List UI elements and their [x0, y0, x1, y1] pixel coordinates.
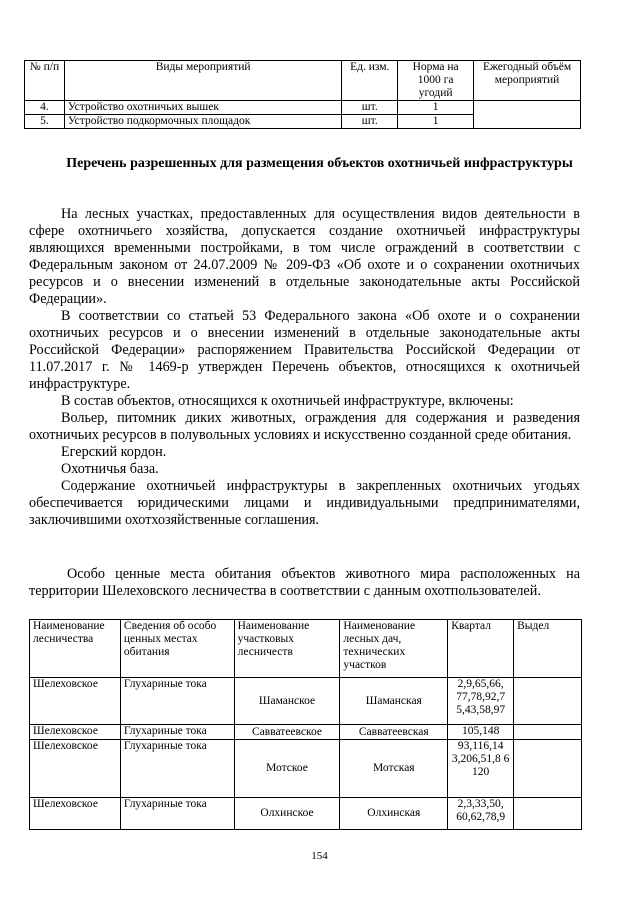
table-row — [25, 101, 581, 115]
paragraph: Вольер, питомник диких животных, ограждения для содержания и разведения охотничьих ресурсов в полувольных условиях и искусственно созданной среде обитания. — [29, 410, 580, 443]
header-quarter: Квартал — [448, 620, 514, 678]
cell-unit: шт. — [342, 115, 398, 129]
cell-dacha: Савватеевская — [340, 725, 448, 740]
cell-norm: 1 — [398, 101, 474, 115]
cell-vydel — [514, 725, 582, 740]
cell-forestry: Шелеховское — [30, 798, 121, 830]
cell-vydel — [514, 798, 582, 830]
cell-vydel — [514, 678, 582, 725]
header-vydel: Выдел — [514, 620, 582, 678]
section-heading: Перечень разрешенных для размещения объектов охотничьей инфраструктуры — [66, 156, 573, 171]
cell-habitat: Глухариные тока — [120, 798, 234, 830]
header-dacha: Наименование лесных дач, технических участков — [340, 620, 448, 678]
habitats-table — [29, 619, 582, 830]
cell-quarter: 2,9,65,66, 77,78,92,7 5,43,58,97 — [448, 678, 514, 725]
cell-district: Олхинское — [234, 798, 340, 830]
header-district: Наименование участковых лесничеств — [234, 620, 340, 678]
header-annual: Ежегодный объём мероприятий — [474, 61, 581, 101]
cell-dacha: Шаманская — [340, 678, 448, 725]
cell-habitat: Глухариные тока — [120, 678, 234, 725]
paragraph: Содержание охотничьей инфраструктуры в закрепленных охотничьих угодьях обеспечивается юридическими лицами и индивидуальными предпринимателями, заключившими охотхозяйственные соглашения. — [29, 478, 580, 528]
paragraph: Егерский кордон. — [61, 444, 167, 460]
cell-district: Савватеевское — [234, 725, 340, 740]
paragraph: В состав объектов, относящихся к охотничьей инфраструктуре, включены: — [61, 393, 514, 409]
table-row — [30, 725, 582, 740]
cell-norm: 1 — [398, 115, 474, 129]
cell-unit: шт. — [342, 101, 398, 115]
cell-dacha: Мотская — [340, 740, 448, 798]
cell-habitat: Глухариные тока — [120, 725, 234, 740]
header-forestry: Наименование лесничества — [30, 620, 121, 678]
cell-quarter: 105,148 — [448, 725, 514, 740]
paragraph: На лесных участках, предоставленных для осуществления видов деятельности в сфере охотничьего хозяйства, допускается создание охотничьей инфраструктуры являющихся временными постройками, в том числе ограждений в соответствии с Федеральным законом от 24.07.2009 № 209-ФЗ «Об охоте и о сохранении охотничьих ресурсов и о внесении изменений в отдельные законодательные акты Российской Федерации». — [29, 206, 580, 307]
cell-quarter: 2,3,33,50, 60,62,78,9 — [448, 798, 514, 830]
header-number: № п/п — [25, 61, 65, 101]
header-activity: Виды мероприятий — [64, 61, 341, 101]
table-caption — [29, 566, 580, 600]
paragraph: Охотничья база. — [61, 461, 159, 477]
header-habitat: Сведения об особо ценных местах обитания — [120, 620, 234, 678]
page-number: 154 — [311, 850, 328, 862]
table-header-row — [25, 61, 581, 101]
caption-text: Особо ценные места обитания объектов животного мира расположенных на территории Шелеховского лесничества в соответствии с данным охотпользователей. — [29, 566, 580, 599]
cell-annual — [474, 101, 581, 129]
table-row — [30, 740, 582, 798]
header-norm: Норма на 1000 га угодий — [398, 61, 474, 101]
cell-activity: Устройство охотничьих вышек — [64, 101, 341, 115]
cell-habitat: Глухариные тока — [120, 740, 234, 798]
cell-number: 4. — [25, 101, 65, 115]
table-row — [30, 678, 582, 725]
cell-forestry: Шелеховское — [30, 678, 121, 725]
cell-district: Шаманское — [234, 678, 340, 725]
cell-dacha: Олхинская — [340, 798, 448, 830]
cell-forestry: Шелеховское — [30, 740, 121, 798]
header-unit: Ед. изм. — [342, 61, 398, 101]
cell-vydel — [514, 740, 582, 798]
paragraph: В соответствии со статьей 53 Федерального закона «Об охоте и о сохранении охотничьих ресурсов и о внесении изменений в отдельные законодательные акты Российской Федерации» распоряжением Правительства Российской Федерации от 11.07.2017 г. № 1469-р утвержден Перечень объектов, относящихся к охотничьей инфраструктуре. — [29, 308, 580, 392]
cell-quarter: 93,116,14 3,206,51,8 6 120 — [448, 740, 514, 798]
table-row — [30, 798, 582, 830]
cell-district: Мотское — [234, 740, 340, 798]
table-header-row — [30, 620, 582, 678]
body-text — [29, 206, 580, 529]
cell-number: 5. — [25, 115, 65, 129]
activities-table — [24, 60, 581, 129]
cell-forestry: Шелеховское — [30, 725, 121, 740]
cell-activity: Устройство подкормочных площадок — [64, 115, 341, 129]
